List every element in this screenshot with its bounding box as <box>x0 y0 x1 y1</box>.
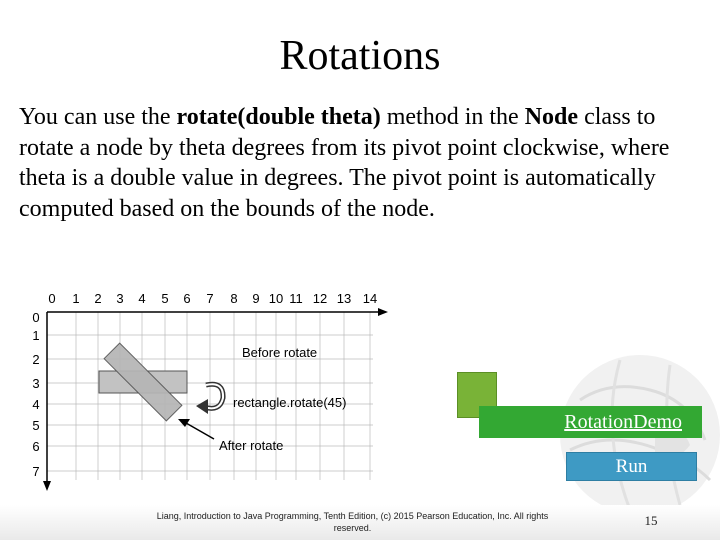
y-tick-label: 6 <box>32 439 40 454</box>
x-tick-label: 13 <box>336 291 352 306</box>
rotation-arrowhead <box>196 399 208 414</box>
x-tick-label: 3 <box>116 291 124 306</box>
x-tick-label: 7 <box>206 291 214 306</box>
y-tick-label: 2 <box>32 352 40 367</box>
x-tick-label: 6 <box>183 291 191 306</box>
body-text-2: method in the <box>380 104 525 130</box>
rotation-demo-link[interactable]: RotationDemo <box>479 406 702 438</box>
x-tick-label: 10 <box>268 291 284 306</box>
rotation-diagram <box>28 285 408 500</box>
label-before-rotate: Before rotate <box>242 345 318 360</box>
x-tick-label: 2 <box>94 291 102 306</box>
body-bold-method: rotate(double theta) <box>176 104 381 130</box>
run-button[interactable]: Run <box>566 452 697 481</box>
body-text-1: You can use the <box>19 104 177 130</box>
y-tick-label: 3 <box>32 376 40 391</box>
body-paragraph <box>19 102 709 224</box>
y-tick-label: 5 <box>32 418 40 433</box>
y-tick-label: 4 <box>32 397 40 412</box>
x-tick-label: 0 <box>48 291 56 306</box>
x-tick-label: 1 <box>72 291 80 306</box>
y-tick-label: 1 <box>32 328 40 343</box>
x-axis-ticks <box>48 291 377 306</box>
y-axis-ticks <box>32 310 39 479</box>
x-tick-label: 9 <box>252 291 260 306</box>
page-number: 15 <box>644 513 658 528</box>
after-pointer-arrowhead <box>178 419 190 427</box>
x-tick-label: 5 <box>161 291 169 306</box>
x-tick-label: 11 <box>289 291 303 306</box>
y-tick-label: 7 <box>32 464 40 479</box>
footer-copyright: Liang, Introduction to Java Programming, Tenth Edition, (c) 2015 Pearson Education, Inc. All rights reserved. <box>156 511 549 533</box>
slide-title: Rotations <box>279 33 441 79</box>
x-axis-arrow <box>378 308 388 316</box>
body-text-3: class to rotate a node by theta degrees from its pivot point clockwise, where theta is a double value in degrees. The pivot point is automatically computed based on the bounds of the node. <box>19 104 670 222</box>
y-tick-label: 0 <box>32 310 40 325</box>
label-rotate-code: rectangle.rotate(45) <box>233 395 347 410</box>
label-after-rotate: After rotate <box>219 438 284 453</box>
x-tick-label: 4 <box>138 291 146 306</box>
body-bold-node: Node <box>524 104 579 130</box>
x-tick-label: 12 <box>312 291 328 306</box>
x-tick-label: 8 <box>230 291 238 306</box>
y-axis-arrow <box>43 481 51 491</box>
x-tick-label: 14 <box>362 291 378 306</box>
